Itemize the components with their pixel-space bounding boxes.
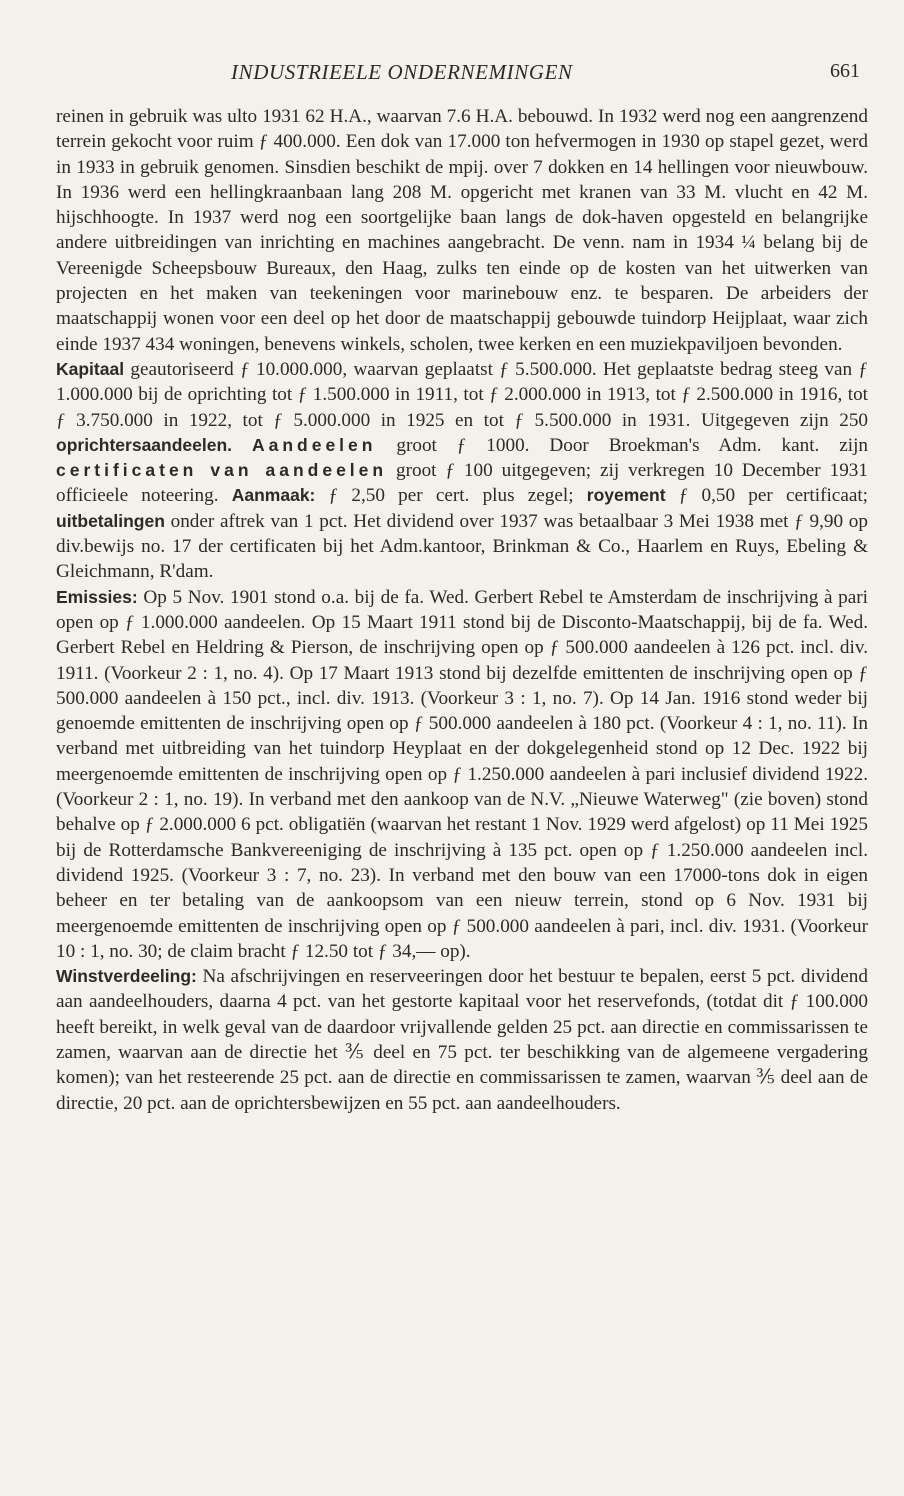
page-number: 661 [830,60,860,82]
aandeelen-term: Aandeelen [251,434,377,455]
paragraph-text: groot ƒ 1000. Door Broekman's Adm. kant. zijn [376,434,868,456]
paragraph-text: groot ƒ 100 uitgegeven; zij verkregen 10 December 1931 officieele noteering. [56,460,868,507]
paragraph-text: geautoriseerd ƒ 10.000.000, waarvan geplaatst ƒ 5.500.000. Het geplaatste bedrag steeg van ƒ 1.000.000 bij de oprichting tot ƒ 1.500.000 in 1911, tot ƒ 2.000.000 in 1913, tot ƒ 2.500.000 in 1916, tot ƒ 3.750.000 in 1922, tot ƒ 5.000.000 in 1925 en tot ƒ 5.500.000 in 1931. Uitgegeven zijn 250 [56,358,868,431]
paragraph-text: onder aftrek van 1 pct. Het dividend over 1937 was betaalbaar 3 Mei 1938 met ƒ 9,90 op div.bewijs no. 17 der certificaten bij het Adm.kantoor, Brinkman & Co., Haarlem en Ruys, Ebeling & Gleichmann, R'dam. [56,510,868,583]
running-title: INDUSTRIEELE ONDERNEMINGEN [231,60,573,84]
page-header [56,60,864,90]
paragraph-continued [56,104,868,357]
winstverdeeling-heading: Winstverdeeling: [56,966,197,987]
paragraph-winstverdeeling [56,964,868,1116]
page-body [56,104,868,1116]
paragraph-kapitaal [56,357,868,585]
paragraph-text: Na afschrijvingen en reserveeringen door het bestuur te bepalen, eerst 5 pct. dividend aan aandeelhouders, daarna 4 pct. van het gestorte kapitaal voor het reservefonds, (totdat dit ƒ 100.000 heeft bereikt, in welk geval van de daardoor vrijvallende gelden 25 pct. aan directie en commissarissen te zamen, waarvan aan de directie het ⅗ deel en 75 pct. ter beschikking van de algemeene vergadering komen); van het resteerende 25 pct. aan de directie en commissarissen te zamen, waarvan ⅗ deel aan de directie, 20 pct. aan de oprichtersbewijzen en 55 pct. aan aandeelhouders. [56,966,868,1114]
paragraph-text: Op 5 Nov. 1901 stond o.a. bij de fa. Wed. Gerbert Rebel te Amsterdam de inschrijving à pari open op ƒ 1.000.000 aandeelen. Op 15 Maart 1911 stond bij de Disconto-Maatschappij, bij de fa. Wed. Gerbert Rebel en Heldring & Pierson, de inschrijving open op ƒ 500.000 aandeelen à 126 pct. incl. div. 1911. (Voorkeur 2 : 1, no. 4). Op 17 Maart 1913 stond bij dezelfde emittenten de inschrijving open op ƒ 500.000 aandeelen à 150 pct., incl. div. 1913. (Voorkeur 3 : 1, no. 7). Op 14 Jan. 1916 stond weder bij genoemde emittenten de inschrijving open op ƒ 500.000 aandeelen à 180 pct. (Voorkeur 4 : 1, no. 11). In verband met uitbreiding van het tuindorp Heyplaat en der dokgelegenheid stond op 12 Dec. 1922 bij meergenoemde emittenten de inschrijving open op ƒ 1.250.000 aandeelen à pari inclusief dividend 1922. (Voorkeur 2 : 1, no. 19). In verband met den aankoop van de N.V. „Nieuwe Waterweg" (zie boven) stond behalve op ƒ 2.000.000 6 pct. obligatiën (waarvan het restant 1 Nov. 1929 werd afgelost) op 11 Mei 1925 bij de Rotterdamsche Bankvereeniging de inschrijving à 135 pct. open op ƒ 1.250.000 aandeelen incl. dividend 1925. (Voorkeur 3 : 7, no. 23). In verband met den bouw van een 17000-tons dok in eigen beheer en ter betaling van de aankoopsom van een nieuw terrein, stond op 6 Nov. 1931 bij meergenoemde emittenten de inschrijving open op ƒ 500.000 aandeelen à pari, incl. div. 1931. (Voorkeur 10 : 1, no. 30; de claim bracht ƒ 12.50 tot ƒ 34,— op). [56,586,868,962]
kapitaal-heading: Kapitaal [56,358,125,379]
aanmaak-term: Aanmaak: [231,485,316,506]
spacer-text [232,435,252,456]
paragraph-text: ƒ 2,50 per cert. plus zegel; [315,485,587,507]
paragraph-text: reinen in gebruik was ulto 1931 62 H.A., waarvan 7.6 H.A. bebouwd. In 1932 werd nog een aangrenzend terrein gekocht voor ruim ƒ 400.000. Een dok van 17.000 ton hefvermogen in 1930 op stapel gezet, werd in 1933 in gebruik genomen. Sinsdien beschikt de mpij. over 7 dokken en 14 hellingen voor nieuwbouw. In 1936 werd een hellingkraanbaan lang 208 M. opgericht met kranen van 33 M. vlucht en 42 M. hijschhoogte. In 1937 werd nog een soortgelijke baan langs de dok-haven opgesteld en belangrijke andere uitbreidingen van inrichting en machines aangebracht. De venn. nam in 1934 ¼ belang bij de Vereenigde Scheepsbouw Bureaux, den Haag, zulks ten einde op de kosten van het uitwerken van projecten en het maken van teekeningen voor marinebouw enz. te besparen. De arbeiders der maatschappij wonen voor een deel op het door de maatschappij gebouwde tuindorp Heijplaat, waar zich einde 1937 434 woningen, benevens winkels, scholen, twee kerken en een muziekpaviljoen bevonden. [56,106,868,355]
certificaten-term: certificaten van aandeelen [56,460,388,481]
paragraph-emissies [56,585,868,964]
royement-term: royement [586,485,666,506]
paragraph-text: ƒ 0,50 per certificaat; [665,485,869,507]
uitbetalingen-term: uitbetalingen [56,510,165,531]
oprichtersaandeelen-term: oprichtersaandeelen. [56,434,233,455]
emissies-heading: Emissies: [56,586,138,607]
